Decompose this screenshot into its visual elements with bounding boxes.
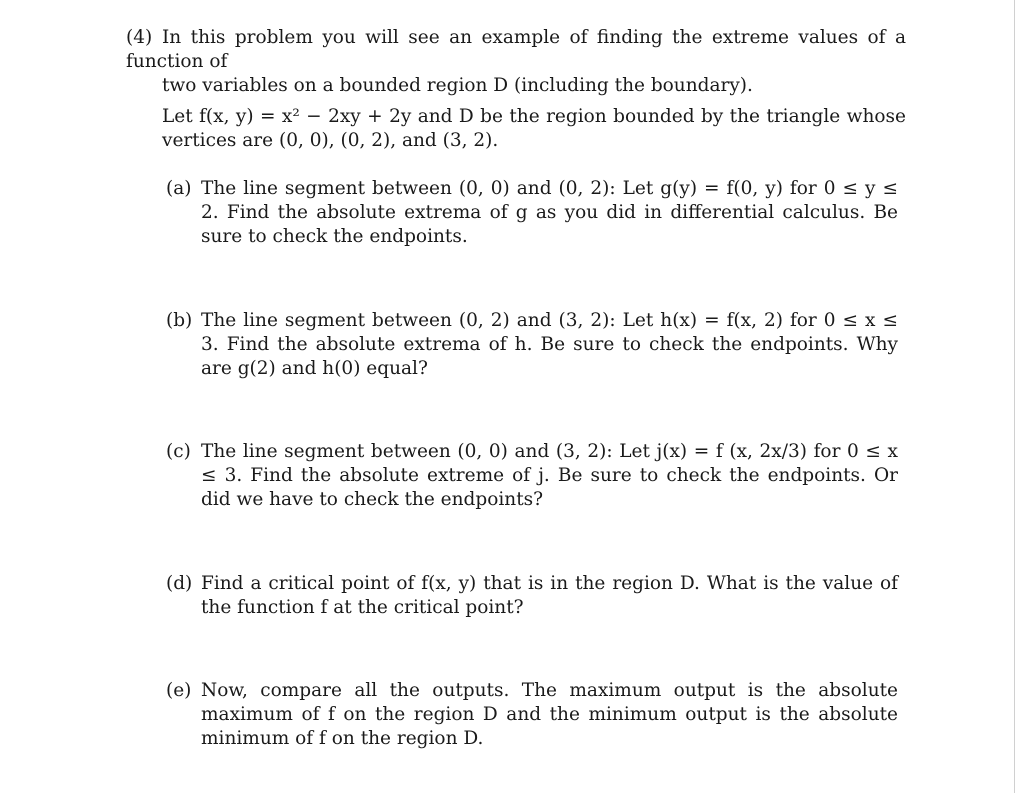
part-c-label: (c) <box>166 441 191 462</box>
problem-intro-line-2: two variables on a bounded region D (including the boundary). <box>162 75 753 96</box>
part-c-text: The line segment between (0, 0) and (3, 2): Let j(x) = f (x, 2x/3) for 0 ≤ x ≤ 3. Find the absolute extreme of j. Be sure to check the endpoints. Or did we have to check the endpoints? <box>201 441 898 510</box>
part-e-label: (e) <box>166 680 192 701</box>
part-e-text: Now, compare all the outputs. The maximum output is the absolute maximum of f on the region D and the minimum output is the absolute minimum of f on the region D. <box>201 680 898 749</box>
problem-intro-text-1: In this problem you will see an example of finding the extreme values of a function of <box>126 27 906 72</box>
problem-4 <box>126 26 906 153</box>
part-a <box>166 177 898 249</box>
part-b-text: The line segment between (0, 2) and (3, 2): Let h(x) = f(x, 2) for 0 ≤ x ≤ 3. Find the absolute extrema of h. Be sure to check the endpoints. Why are g(2) and h(0) equal? <box>201 310 898 379</box>
problem-let-statement: Let f(x, y) = x² − 2xy + 2y and D be the region bounded by the triangle whose vertices are (0, 0), (0, 2), and (3, 2). <box>162 106 906 151</box>
problem-intro-line-1 <box>126 26 906 74</box>
part-d <box>166 572 898 620</box>
part-a-text: The line segment between (0, 0) and (0, 2): Let g(y) = f(0, y) for 0 ≤ y ≤ 2. Find the absolute extrema of g as you did in differential calculus. Be sure to check the endpoints. <box>201 178 898 247</box>
part-c <box>166 440 898 512</box>
part-b <box>166 309 898 381</box>
part-d-text: Find a critical point of f(x, y) that is in the region D. What is the value of the function f at the critical point? <box>201 573 898 618</box>
part-b-label: (b) <box>166 310 193 331</box>
part-a-label: (a) <box>166 178 192 199</box>
part-e <box>166 679 898 751</box>
page-edge-divider <box>1014 0 1015 793</box>
problem-number: (4) <box>126 27 153 48</box>
part-d-label: (d) <box>166 573 193 594</box>
